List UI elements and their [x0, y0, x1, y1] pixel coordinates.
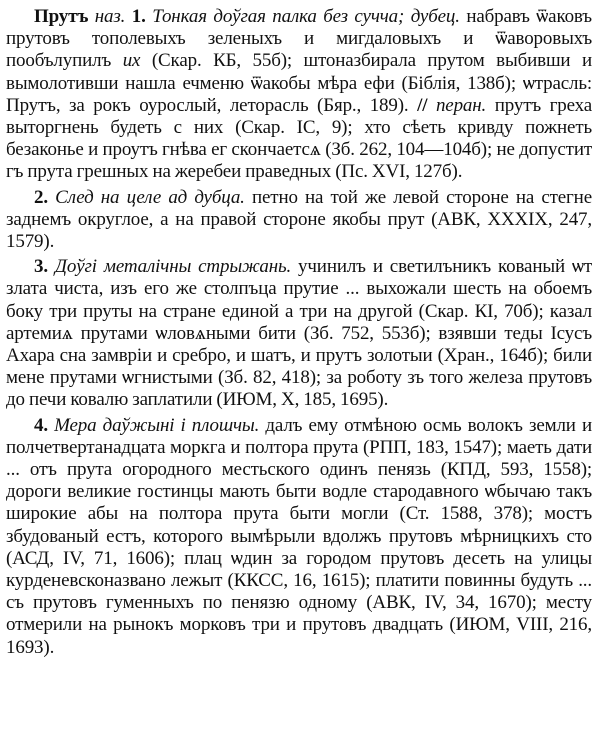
figurative-separator: // — [417, 94, 436, 116]
sense-4-body: далъ ему отмѣною осмь волокъ земли и полчетвертанадцата моркга и полтора прута (РПП, 183, 1547); маеть дати ... отъ прута огородного местьского одинъ пенязь (КПД, 593, 1558); дороги великие гостинцы мають быти водле стародавного ѡбычаю такъ широкие абы на полтора прута быти могли (Ст. 1588, 378); мостъ збудованый естъ, которого вымѣрыли вдолжъ прутовъ мѣрницкихъ сто (АСД, IV, 71, 1606); плац ѡдин за городом прутовъ десеть на улицы курденевсконазвано лежыт (ККСС, 16, 1615); платити повинны будуть ... съ прутовъ гуменныхъ по пенязю одному (АВК, IV, 34, 1670); месту отмерили на рынокъ морковъ три и прутовъ двадцать (ИЮМ, VIII, 216, 1693). — [6, 414, 592, 658]
sense-2-paragraph — [6, 187, 592, 254]
sense-4-definition: Мера даўжыні і плошчы. — [54, 414, 260, 436]
sense-3-paragraph — [6, 256, 592, 411]
sense-2-definition: След на целе ад дубца. — [55, 186, 245, 208]
sense-4-paragraph — [6, 415, 592, 659]
sense-3-number: 3. — [34, 256, 48, 278]
sense-2-body: петно на той же левой стороне на стегне заднемъ округлое, а на правой стороне якобы прут (АВК, XXXIX, 247, 1579). — [6, 186, 592, 253]
sense-3-definition: Доўгі металічны стрыжань. — [54, 256, 292, 278]
sense-1-body-a-italic: их — [122, 50, 141, 72]
sense-1-body-c: прутъ греха выторгнень будеть с них (Скар. ІС, 9); хто сѣеть кривду пожнеть безаконье и проутъ гнѣва ег скончаетсѧ (Зб. 262, 104—104б); не допустит гъ прута грешных на жеребеи праведных (Пс. XVI, 127б). — [6, 94, 593, 183]
sense-3-body: учинилъ и светилъникъ кованый ѡт злата чиста, изъ его же столпъца прутие ... выхожали шесть на обоемъ боку три пруты на странe единой а три на другой (Скар. КІ, 70б); казал артемиѧ прутами ѡловѧными бити (Зб. 752, 553б); взявши теды Ісусъ Ахара сна замвріи и сребро, и шатъ, и прутъ золотыи (Хран., 164б); били мене прутами ѡгнистыми (Зб. 82, 418); за роботу зъ того железа прутовъ до печи ковалю заплатили (ИЮМ, X, 185, 1695). — [6, 256, 592, 411]
sense-1-definition: Тонкая доўгая палка без сучча; дубец. — [152, 6, 460, 27]
sense-1-paragraph — [6, 6, 592, 184]
sense-1-body-b: (Скар. КБ, 55б); штоназбирала прутом выбивши и вымолотивши нашла ечменю ѿакобы мѣра ефи (Біблія, 138б); ѡтрасль: Прутъ, за рокъ оурослый, леторасль (Бяр., 189). — [6, 50, 592, 116]
sense-1-number: 1. — [131, 6, 146, 27]
figurative-label: перан. — [435, 94, 487, 116]
sense-2-number: 2. — [34, 186, 48, 208]
dictionary-entry — [6, 6, 592, 662]
headword: Прутъ — [34, 6, 89, 27]
sense-4-number: 4. — [34, 414, 48, 436]
sense-1-body-a: набравъ ѿаковъ прутовъ тополевыхъ зеленыхъ и мигдаловыхъ и ѿаворовыхъ пообълупилъ — [6, 6, 592, 72]
grammar-label: наз. — [94, 6, 126, 27]
